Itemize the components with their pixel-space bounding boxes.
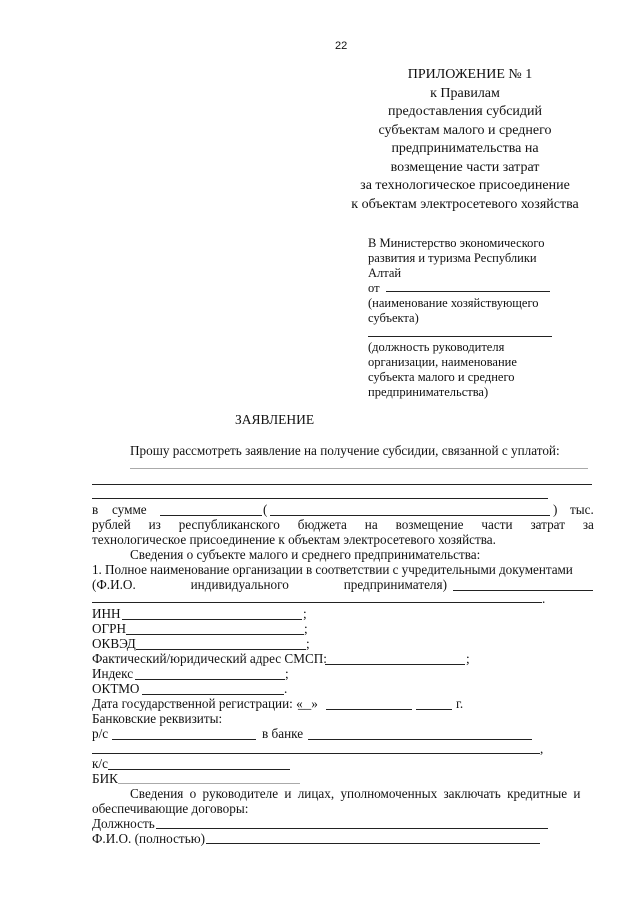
page-number: 22 (335, 40, 348, 52)
reg-date-label: Дата государственной регистрации: « (92, 696, 303, 711)
corr-account-field[interactable] (108, 769, 290, 770)
appendix-line: субъектам малого и среднего (378, 122, 552, 138)
info-heading: Сведения о субъекте малого и среднего предпринимательства: (130, 547, 481, 562)
bik-field[interactable] (118, 783, 300, 784)
appendix-line: к объектам электросетевого хозяйства (351, 196, 579, 212)
addressee-line: Алтай (368, 266, 402, 280)
address-field[interactable] (325, 664, 465, 665)
request-text: Прошу рассмотреть заявление на получение субсидии, связанной с уплатой: (130, 443, 560, 458)
account-label: р/с (92, 726, 109, 741)
item1-text: 1. Полное наименование организации в соответствии с учредительными документами (92, 562, 573, 577)
addressee-line: В Министерство экономического (368, 236, 545, 250)
entity-hint: (наименование хозяйствующего (368, 296, 539, 310)
reg-date-year-field[interactable] (416, 709, 452, 710)
document-title: ЗАЯВЛЕНИЕ (235, 412, 315, 427)
account-field[interactable] (112, 739, 256, 740)
appendix-line: возмещение части затрат (390, 159, 540, 175)
from-field[interactable] (386, 291, 550, 292)
subsidy-purpose-field-1[interactable] (130, 468, 588, 469)
bank-name-field[interactable] (308, 739, 532, 740)
bank-details-label: Банковские реквизиты: (92, 711, 223, 726)
oktmo-label: ОКТМО (92, 681, 140, 696)
bik-label: БИК (92, 771, 118, 786)
sum-open-paren: ( (263, 502, 268, 517)
budget-word: затрат (530, 517, 565, 532)
position-label: Должность (92, 816, 155, 831)
full-name-input[interactable] (206, 843, 540, 844)
entity-hint: субъекта) (368, 311, 419, 325)
subsidy-purpose-field-3[interactable] (92, 498, 548, 499)
ogrn-semi: ; (304, 621, 308, 636)
position-field[interactable] (368, 336, 552, 337)
position-hint: субъекта малого и среднего (368, 370, 515, 384)
org-name-dot: . (542, 591, 546, 606)
oktmo-field[interactable] (142, 694, 284, 695)
okved-label: ОКВЭД (92, 636, 136, 651)
addressee-block (368, 236, 544, 326)
budget-word: республиканского (178, 517, 280, 532)
budget-word: возмещение (395, 517, 464, 532)
budget-line (92, 517, 594, 533)
position-hint: (должность руководителя (368, 340, 505, 354)
ogrn-label: ОГРН (92, 621, 127, 636)
addressee-line: развития и туризма Республики (368, 251, 537, 265)
position-input[interactable] (156, 828, 548, 829)
bank-comma: , (540, 741, 544, 756)
ogrn-field[interactable] (126, 634, 304, 635)
budget-word: из (148, 517, 161, 532)
inn-semi: ; (303, 606, 307, 621)
position-hint: организации, наименование (368, 355, 517, 369)
org-name-field-2[interactable] (92, 602, 542, 603)
corr-account-label: к/с (92, 756, 108, 771)
appendix-header (340, 66, 590, 214)
position-hint: предпринимательства) (368, 385, 489, 399)
reg-date-month-field[interactable] (326, 709, 412, 710)
inn-field[interactable] (122, 619, 302, 620)
appendix-line: к Правилам (430, 85, 500, 101)
sum-word: сумме (112, 502, 147, 517)
sum-digits-field[interactable] (160, 515, 262, 516)
budget-word: на (364, 517, 378, 532)
inn-label: ИНН (92, 606, 121, 621)
position-hint-block (368, 340, 517, 400)
reg-date-day[interactable]: __» (298, 696, 318, 711)
sum-words-field[interactable] (270, 515, 550, 516)
item1-word: индивидуального (190, 577, 289, 592)
budget-word: рублей (92, 517, 131, 532)
subsidy-purpose-field-2[interactable] (92, 484, 592, 485)
budget-word: части (481, 517, 513, 532)
oktmo-dot: . (284, 681, 288, 696)
address-semi: ; (466, 651, 470, 666)
item1-word: (Ф.И.О. (92, 577, 136, 592)
okved-semi: ; (306, 636, 310, 651)
appendix-line: предоставления субсидий (387, 104, 543, 119)
index-semi: ; (285, 666, 289, 681)
in-bank-label: в банке (262, 726, 304, 741)
full-name-label: Ф.И.О. (полностью) (92, 831, 205, 846)
head-info-line (130, 786, 594, 802)
sum-word-in: в (92, 502, 99, 517)
from-label: от (368, 281, 380, 295)
budget-word: бюджета (297, 517, 347, 532)
org-name-field-1[interactable] (453, 590, 593, 591)
sum-unit: тыс. (570, 502, 594, 517)
appendix-title: ПРИЛОЖЕНИЕ № 1 (407, 67, 533, 82)
budget-word: за (582, 517, 594, 532)
index-field[interactable] (135, 679, 285, 680)
head-info-text-2: обеспечивающие договоры: (92, 801, 249, 816)
bank-name-field-2[interactable] (92, 753, 540, 754)
item1-word: предпринимателя) (343, 577, 447, 592)
appendix-line: за технологическое присоединение (360, 178, 570, 193)
item1-words (92, 577, 447, 593)
reg-year-suffix: г. (456, 696, 464, 711)
index-label: Индекс (92, 666, 134, 681)
okved-field[interactable] (136, 649, 306, 650)
sum-close-paren: ) (553, 502, 558, 517)
appendix-line: предпринимательства на (391, 141, 539, 156)
head-info-text: Сведения о руководителе и лицах, уполномоченных заключать кредитные и (130, 786, 581, 801)
connection-text: технологическое присоединение к объектам электросетевого хозяйства. (92, 532, 496, 547)
address-label: Фактический/юридический адрес СМСП: (92, 651, 327, 666)
